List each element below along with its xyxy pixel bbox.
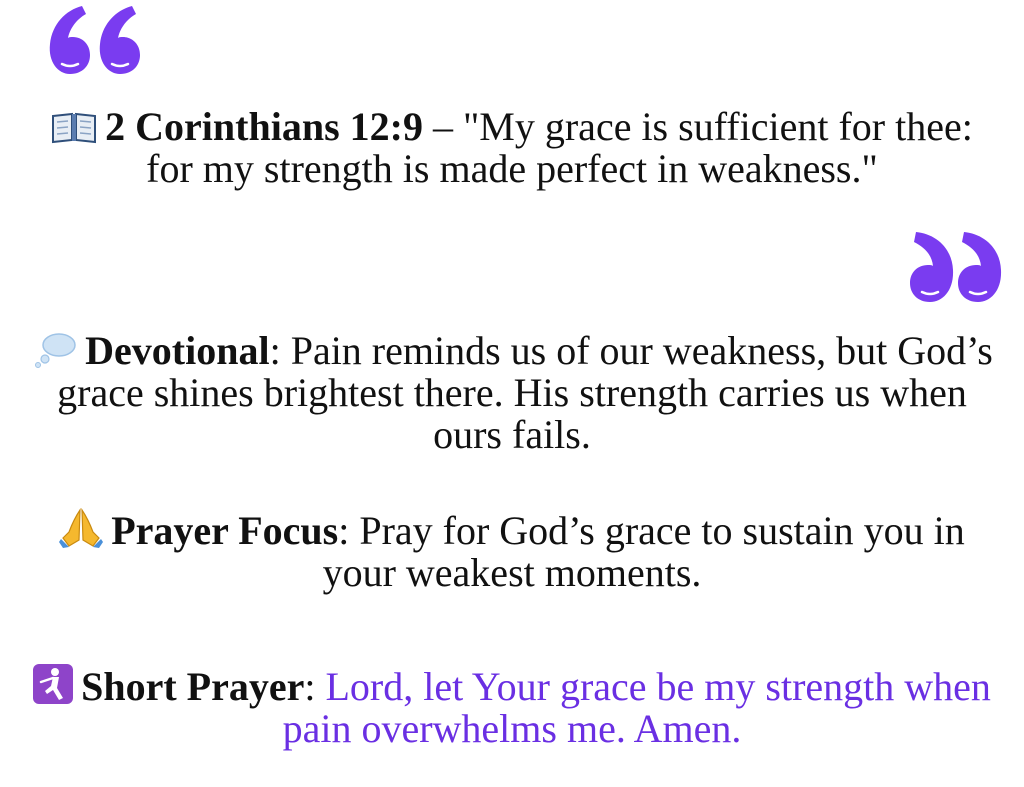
open-book-icon: [51, 110, 97, 144]
verse-text: "My grace is sufficient for thee: for my strength is made perfect in weakness.": [146, 104, 973, 191]
prayer-focus-text: : Pray for God’s grace to sustain you in your weakest moments.: [322, 508, 965, 595]
praying-hands-icon: [59, 508, 103, 548]
devotional-text: : Pain reminds us of our weakness, but God’s grace shines brightest there. His strength carries us when ours fails.: [57, 328, 993, 457]
verse-separator: –: [422, 104, 463, 149]
prayer-focus-label: Prayer Focus: [111, 508, 339, 553]
short-prayer-separator: :: [304, 664, 326, 709]
short-prayer-text: Lord, let Your grace be my strength when pain overwhelms me. Amen.: [282, 664, 991, 751]
short-prayer-block: [20, 664, 1004, 750]
open-quote-icon: [46, 4, 146, 76]
verse-reference: 2 Corinthians 12:9: [105, 104, 423, 149]
close-quote-icon: [906, 226, 1006, 306]
kneeling-person-icon: [33, 664, 73, 704]
verse-block: [40, 106, 984, 190]
devotional-label: Devotional: [85, 328, 270, 373]
thought-balloon-icon: [31, 332, 77, 368]
prayer-focus-block: [20, 508, 1004, 594]
short-prayer-label: Short Prayer: [81, 664, 305, 709]
devotional-block: [20, 330, 1004, 456]
